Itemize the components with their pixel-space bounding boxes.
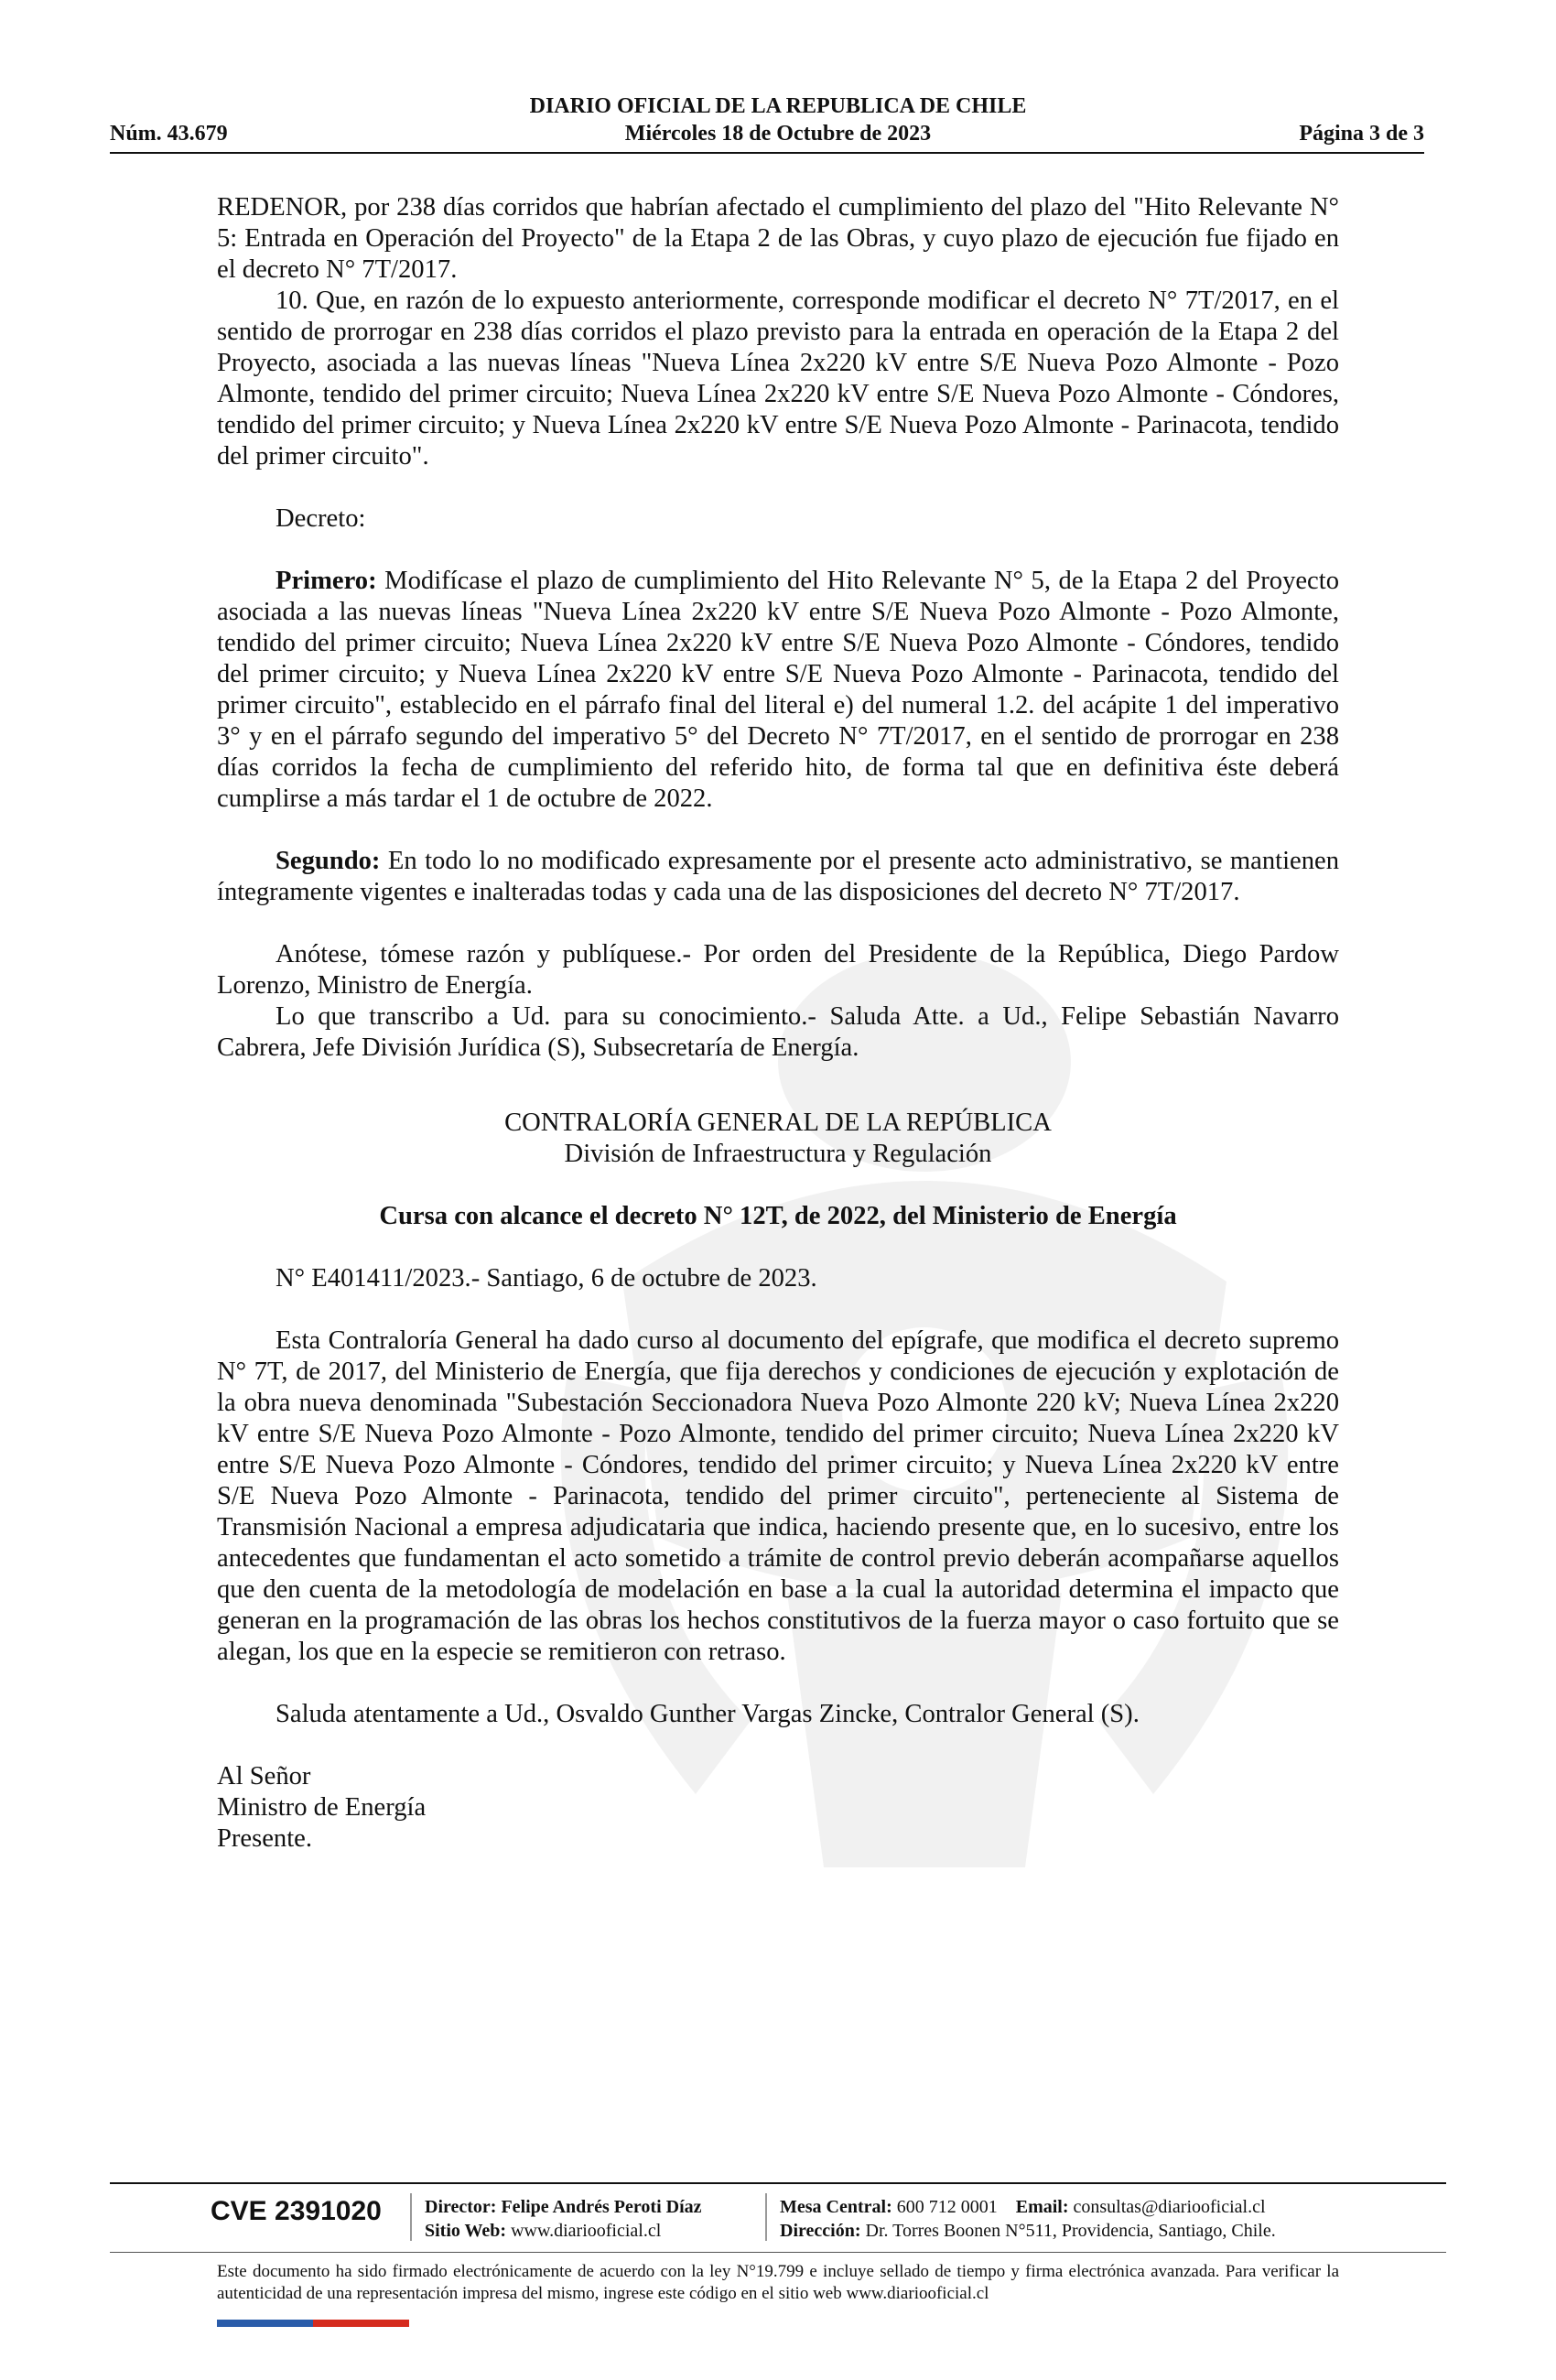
cve-code: CVE 2391020 — [211, 2196, 382, 2226]
flag-stripe-red — [313, 2320, 409, 2327]
paragraph-anotese: Anótese, tómese razón y publíquese.- Por orden del Presidente de la República, Diego Pardow Lorenzo, Ministro de Energía. — [217, 940, 1339, 1000]
gazette-title: DIARIO OFICIAL DE LA REPUBLICA DE CHILE — [529, 94, 1027, 118]
footer-contact-block — [780, 2195, 1276, 2243]
article-primero — [217, 566, 1339, 815]
address-label: Dirección: — [780, 2221, 861, 2241]
footer-divider-bottom — [110, 2252, 1446, 2253]
email-label: Email: — [1015, 2197, 1069, 2217]
paragraph-saluda: Saluda atentamente a Ud., Osvaldo Gunther Vargas Zincke, Contralor General (S). — [276, 1700, 1140, 1728]
issue-number: Núm. 43.679 — [110, 122, 228, 146]
page-number: Página 3 de 3 — [1299, 122, 1424, 146]
legal-notice: Este documento ha sido firmado electrónicamente de acuerdo con la ley N°19.799 e incluye sellado de tiempo y firma electrónica avanzada. Para verificar la autenticidad de una representación impresa del mismo, ingrese este código en el sitio web www.diariooficial.cl — [217, 2262, 1339, 2303]
issue-date: Miércoles 18 de Octubre de 2023 — [624, 122, 932, 146]
contraloria-heading: CONTRALORÍA GENERAL DE LA REPÚBLICA — [504, 1109, 1052, 1137]
division-heading: División de Infraestructura y Regulación — [564, 1140, 992, 1168]
segundo-text: En todo lo no modificado expresamente por el presente acto administrativo, se mantienen íntegramente vigentes e inalteradas todas y cada una de las disposiciones del decreto N° 7T/2017. — [217, 847, 1339, 906]
primero-text: Modifícase el plazo de cumplimiento del Hito Relevante N° 5, de la Etapa 2 del Proyecto asociada a las nuevas líneas "Nueva Línea 2x220 kV entre S/E Nueva Pozo Almonte - Pozo Almonte, tendido del primer circuito; Nueva Línea 2x220 kV entre S/E Nueva Pozo Almonte - Cóndores, tendido del primer circuito; y Nueva Línea 2x220 kV entre S/E Nueva Pozo Almonte - Parinacota, tendido del primer circuito", establecido en el párrafo final del literal e) del numeral 1.2. del acápite 1 del imperativo 3° y en el párrafo segundo del imperativo 5° del Decreto N° 7T/2017, en el sentido de prorrogar en 238 días corridos la fecha de cumplimiento del referido hito, de forma tal que en definitiva éste deberá cumplirse a más tardar el 1 de octubre de 2022. — [217, 567, 1339, 813]
article-segundo — [217, 846, 1339, 908]
flag-stripe-blue — [217, 2320, 313, 2327]
primero-label: Primero: — [276, 567, 377, 595]
email-link[interactable]: consultas@diariooficial.cl — [1073, 2197, 1266, 2217]
director-label: Director: — [425, 2197, 497, 2217]
decreto-heading: Decreto: — [276, 504, 366, 533]
footer-separator — [410, 2193, 412, 2241]
web-link[interactable]: www.diariooficial.cl — [511, 2221, 662, 2241]
header-divider — [110, 152, 1424, 154]
mesa-number: 600 712 0001 — [896, 2197, 998, 2217]
address-line-1: Al Señor — [217, 1762, 311, 1790]
address-value: Dr. Torres Boonen N°511, Providencia, Santiago, Chile. — [865, 2221, 1276, 2241]
paragraph-10: 10. Que, en razón de lo expuesto anteriormente, corresponde modificar el decreto N° 7T/2017, en el sentido de prorrogar en 238 días corridos el plazo previsto para la entrada en operación de la Etapa 2 del Proyecto, asociada a las nuevas líneas "Nueva Línea 2x220 kV entre S/E Nueva Pozo Almonte - Pozo Almonte, tendido del primer circuito; Nueva Línea 2x220 kV entre S/E Nueva Pozo Almonte - Cóndores, tendido del primer circuito; y Nueva Línea 2x220 kV entre S/E Nueva Pozo Almonte - Parinacota, tendido del primer circuito". — [217, 287, 1339, 471]
address-line-3: Presente. — [217, 1824, 313, 1853]
web-label: Sitio Web: — [425, 2221, 507, 2241]
mesa-label: Mesa Central: — [780, 2197, 892, 2217]
document-body — [217, 192, 1339, 1855]
paragraph-contraloria: Esta Contraloría General ha dado curso al documento del epígrafe, que modifica el decreto supremo N° 7T, de 2017, del Ministerio de Energía, que fija derechos y condiciones de ejecución y explotación de la obra nueva denominada "Subestación Seccionadora Nueva Pozo Almonte 220 kV; Nueva Línea 2x220 kV entre S/E Nueva Pozo Almonte - Pozo Almonte, tendido del primer circuito; Nueva Línea 2x220 kV entre S/E Nueva Pozo Almonte - Cóndores, tendido del primer circuito; y Nueva Línea 2x220 kV entre S/E Nueva Pozo Almonte - Parinacota, tendido del primer circuito", perteneciente al Sistema de Transmisión Nacional a empresa adjudicataria que indica, haciendo presente que, en lo sucesivo, entre los antecedentes que fundamentan el acto sometido a trámite de control previo deberán acompañarse aquellos que den cuenta de la metodología de modelación en base a la cual la autoridad determina el impacto que generan en la programación de las obras los hechos constitutivos de la fuerza mayor o caso fortuito que se alegan, los que en la especie se remitieron con retraso. — [217, 1326, 1339, 1666]
footer-separator — [765, 2193, 767, 2241]
footer-director-block — [425, 2195, 702, 2243]
cursa-title: Cursa con alcance el decreto N° 12T, de 2022, del Ministerio de Energía — [379, 1202, 1177, 1230]
director-name: Felipe Andrés Peroti Díaz — [501, 2197, 702, 2217]
address-line-2: Ministro de Energía — [217, 1793, 427, 1822]
paragraph-redenor: REDENOR, por 238 días corridos que habrían afectado el cumplimiento del plazo del "Hito Relevante N° 5: Entrada en Operación del Proyecto" de la Etapa 2 de las Obras, y cuyo plazo de ejecución fue fijado en el decreto N° 7T/2017. — [217, 193, 1339, 284]
reference-line: N° E401411/2023.- Santiago, 6 de octubre de 2023. — [276, 1264, 817, 1293]
paragraph-transcribo: Lo que transcribo a Ud. para su conocimiento.- Saluda Atte. a Ud., Felipe Sebastián Navarro Cabrera, Jefe División Jurídica (S), Subsecretaría de Energía. — [217, 1002, 1339, 1062]
segundo-label: Segundo: — [276, 847, 381, 875]
footer-divider-top — [110, 2182, 1446, 2184]
